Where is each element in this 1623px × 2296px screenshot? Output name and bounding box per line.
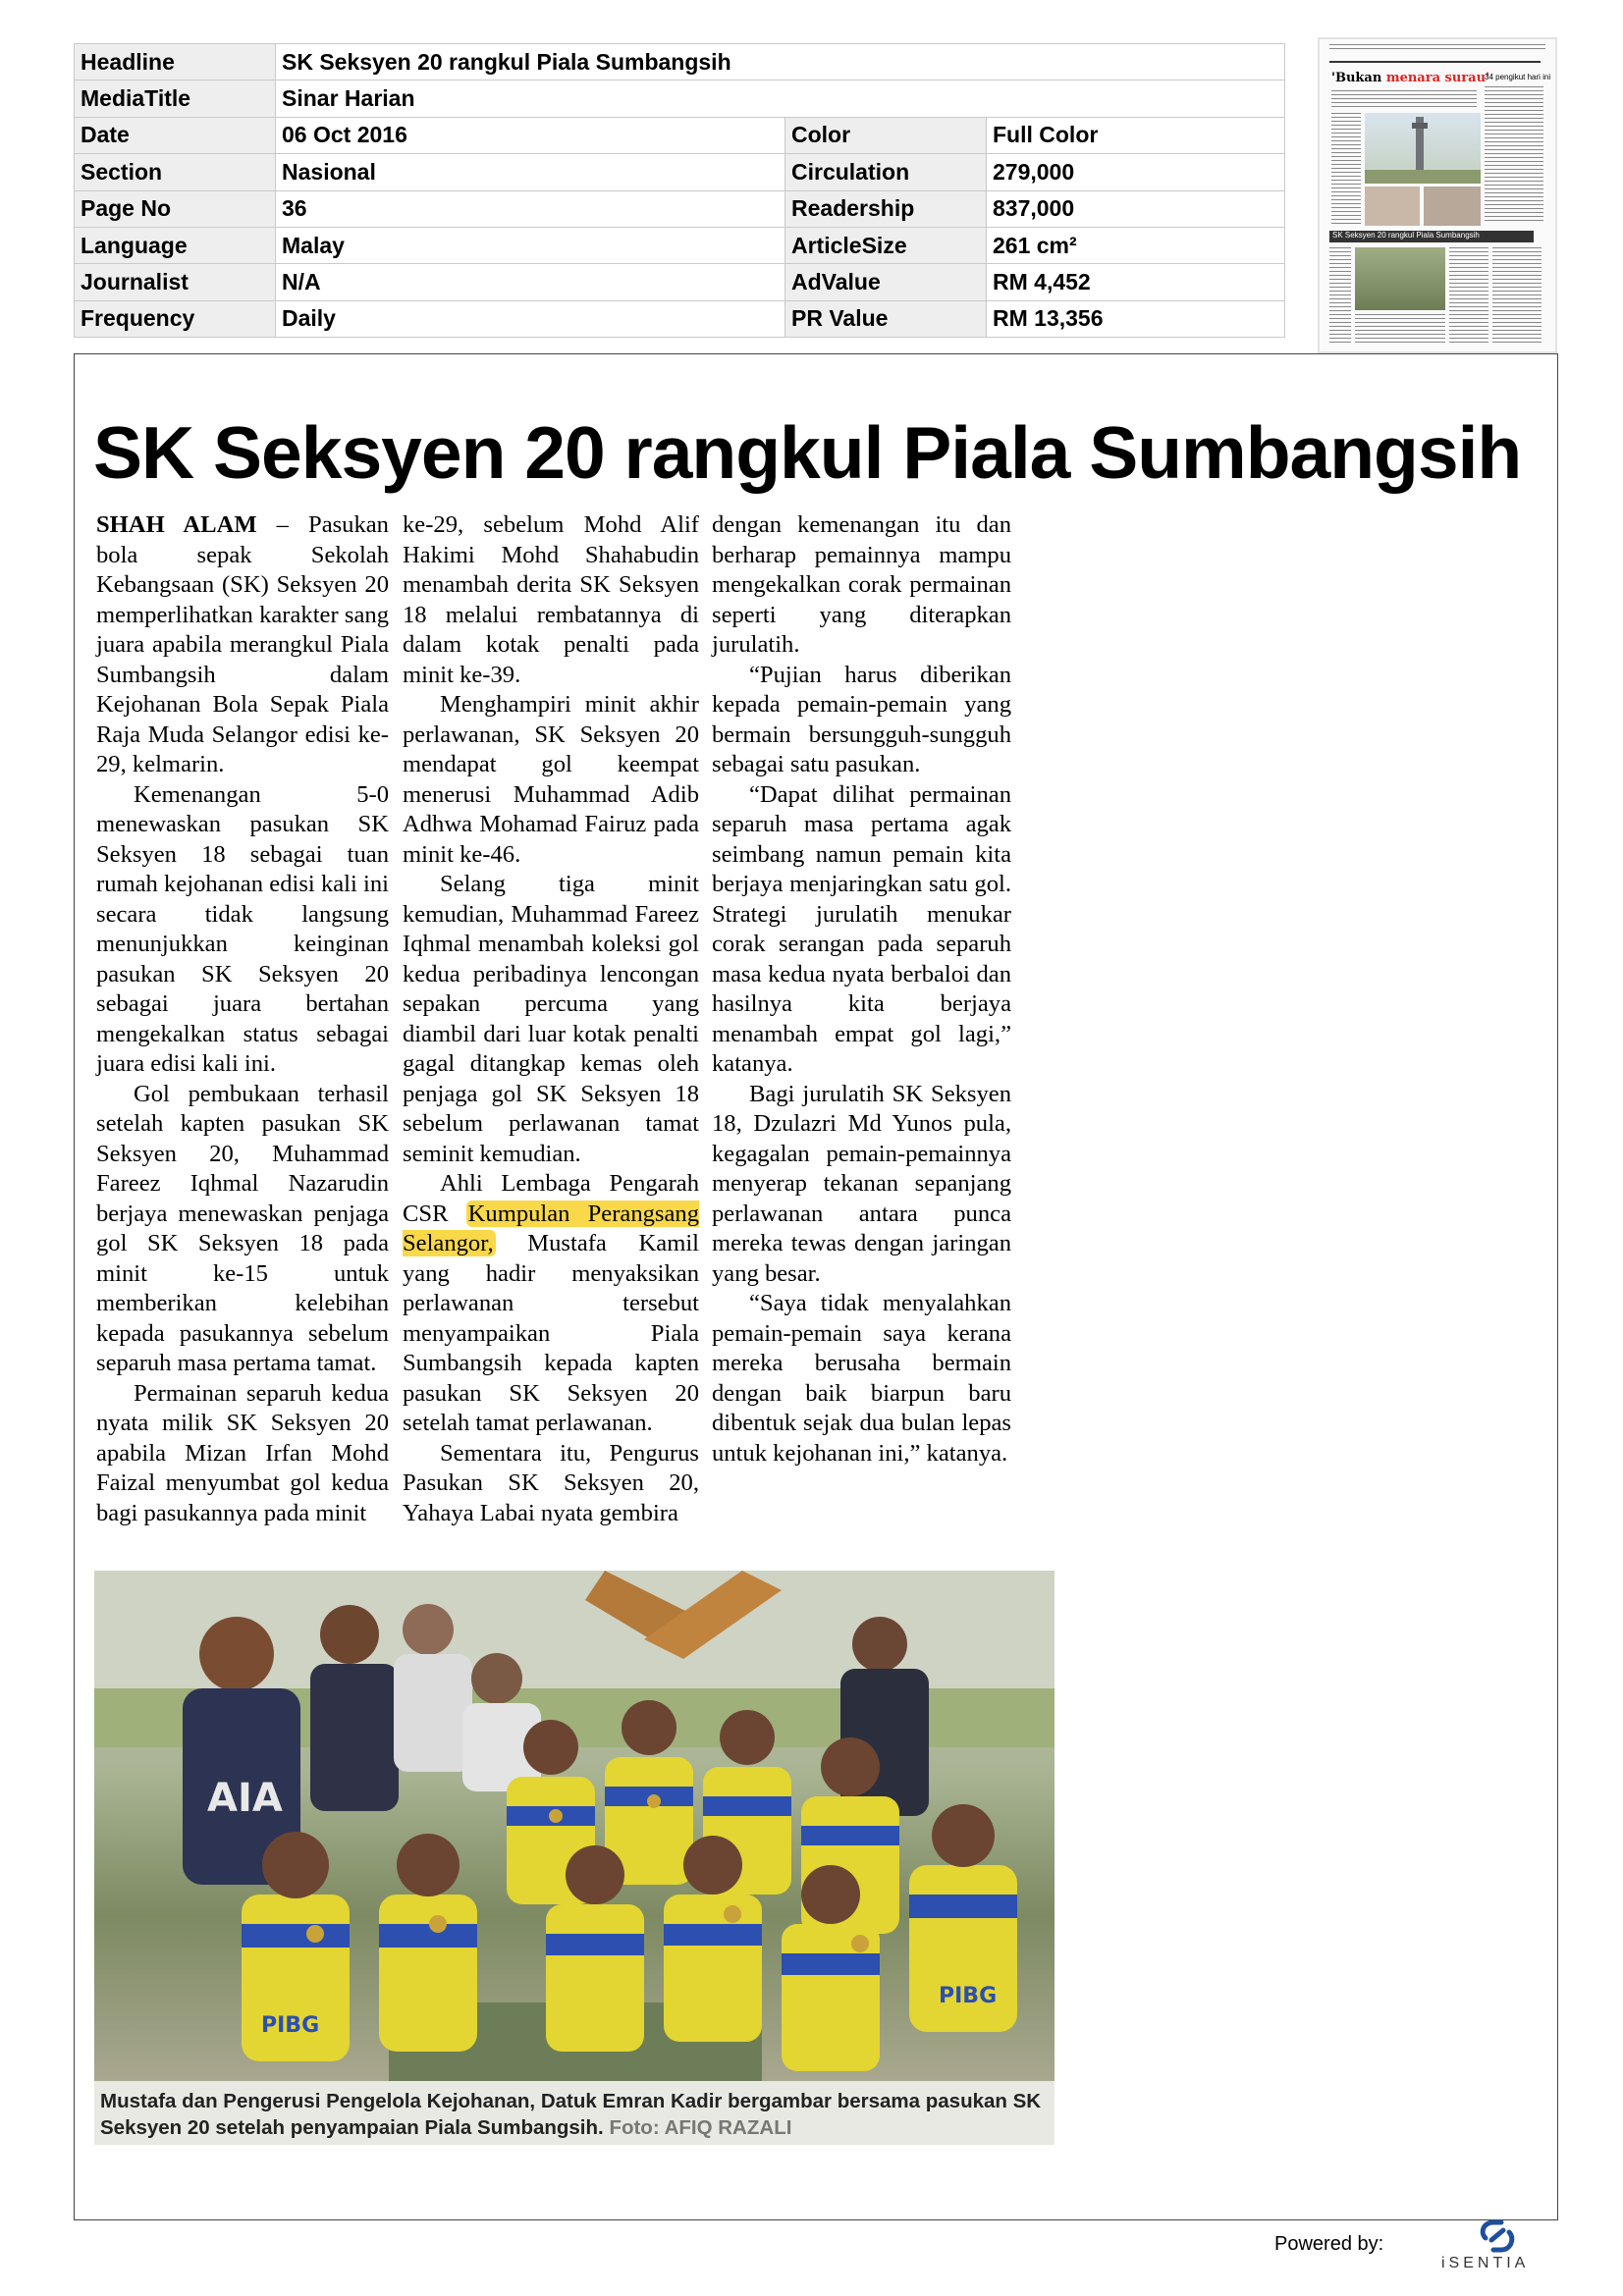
- readership-label: Readership: [785, 190, 987, 227]
- meta-row-journalist: [75, 264, 1285, 300]
- language-label: Language: [75, 227, 276, 263]
- circulation-label: Circulation: [785, 154, 987, 190]
- media-title-label: MediaTitle: [75, 80, 276, 117]
- photo-caption: Mustafa dan Pengerusi Pengelola Kejohanan, Datuk Emran Kadir bergambar bersama pasukan SK Seksyen 20 setelah penyampaian Piala Sumbangsih. Foto: AFIQ RAZALI: [100, 2090, 1042, 2139]
- readership-value: 837,000: [987, 190, 1285, 227]
- isentia-wordmark: iSENTIA: [1441, 2255, 1530, 2271]
- thumb-side-headline: 34 pengikut hari ini: [1485, 73, 1551, 81]
- highlighted-mention: Kumpulan Perangsang Selangor,: [403, 1200, 699, 1256]
- article-size-label: ArticleSize: [785, 227, 987, 263]
- thumb-article-col-3: [1449, 247, 1488, 346]
- svg-text:PIBG: PIBG: [939, 1984, 998, 2008]
- team-photo: [94, 1571, 1055, 2145]
- date-label: Date: [75, 117, 276, 153]
- thumb-tower-image: [1365, 113, 1481, 184]
- frequency-label: Frequency: [75, 300, 276, 337]
- color-label: Color: [785, 117, 987, 153]
- journalist-value: N/A: [276, 264, 785, 300]
- svg-text:PIBG: PIBG: [261, 2013, 320, 2038]
- thumb-col-text: [1331, 113, 1361, 226]
- thumb-side-text: [1485, 86, 1543, 224]
- thumb-masthead: [1329, 44, 1545, 52]
- section-value: Nasional: [276, 154, 785, 190]
- paragraph: “Saya tidak menyalahkan pemain-pemain saya kerana mereka berusaha bermain dengan baik biarpun baru dibentuk sejak dua bulan lepas untuk kejohanan ini,” katanya.: [712, 1290, 1011, 1467]
- isentia-logo-icon[interactable]: [1478, 2218, 1517, 2254]
- language-value: Malay: [276, 227, 785, 263]
- meta-row-section: [75, 154, 1285, 190]
- meta-row-frequency: [75, 300, 1285, 337]
- team-photo-illustration: [94, 1571, 1055, 2145]
- color-value: Full Color: [987, 117, 1285, 153]
- paragraph: Sementara itu, Pengurus Pasukan SK Seksyen 20, Yahaya Labai nyata gembira: [403, 1439, 699, 1526]
- prvalue-label: PR Value: [785, 300, 987, 337]
- headline-label: Headline: [75, 44, 276, 80]
- paragraph: Kemenangan 5-0 menewaskan pasukan SK Seksyen 18 sebagai tuan rumah kejohanan edisi kali ini secara tidak langsung menunjukkan keinginan pasukan SK Seksyen 20 sebagai juara bertahan mengekalkan status sebagai juara edisi kali ini.: [96, 780, 389, 1077]
- paragraph: Bagi jurulatih SK Seksyen 18, Dzulazri Md Yunos pula, kegagalan pemain-pemainnya menyerap tekanan sepanjang perlawanan antara punca mereka tewas dengan jaringan yang besar.: [712, 1080, 1011, 1287]
- thumb-photo-1: [1365, 187, 1420, 226]
- headline-value: SK Seksyen 20 rangkul Piala Sumbangsih: [276, 44, 1285, 80]
- meta-row-media-title: [75, 80, 1285, 117]
- thumb-article-col-4: [1492, 247, 1542, 346]
- thumb-article-col-2: [1355, 314, 1445, 346]
- svg-text:AIA: AIA: [207, 1776, 283, 1821]
- article-column-3: [712, 510, 1011, 1468]
- paragraph: Ahli Lembaga Pengarah CSR Kumpulan Perangsang Selangor, Mustafa Kamil yang hadir menyaksikan perlawanan tersebut menyampaikan Piala Sumbangsih kepada kapten pasukan SK Seksyen 20 setelah tamat perlawanan.: [403, 1170, 699, 1436]
- thumb-article-col-1: [1329, 247, 1351, 346]
- paragraph: ke-29, sebelum Mohd Alif Hakimi Mohd Shahabudin menambah derita SK Seksyen 18 melalui rembatannya di dalam kotak penalti pada minit ke-39.: [403, 511, 699, 688]
- photo-credit: Foto: AFIQ RAZALI: [609, 2116, 792, 2139]
- circulation-value: 279,000: [987, 154, 1285, 190]
- paragraph: Permainan separuh kedua nyata milik SK Seksyen 20 apabila Mizan Irfan Mohd Faizal menyumbat gol kedua bagi pasukannya pada minit: [96, 1379, 389, 1526]
- paragraph: Gol pembukaan terhasil setelah kapten pasukan SK Seksyen 20, Muhammad Fareez Iqhmal Nazarudin berjaya menewaskan penjaga gol SK Seksyen 18 pada minit ke-15 untuk memberikan kelebihan kepada pasukannya sebelum separuh masa pertama tamat.: [96, 1080, 389, 1376]
- thumb-lede: [1331, 90, 1477, 108]
- powered-by-label: Powered by:: [1274, 2233, 1384, 2255]
- paragraph: Menghampiri minit akhir perlawanan, SK Seksyen 20 mendapat gol keempat menerusi Muhammad Adib Adhwa Mohamad Fairuz pada minit ke-46.: [403, 691, 699, 868]
- paragraph: “Dapat dilihat permainan separuh masa pertama agak seimbang namun pemain kita berjaya menjaringkan satu gol. Strategi jurulatih menukar corak serangan pada separuh masa kedua nyata berbaloi dan hasilnya kita berjaya menambah empat gol lagi,” katanya.: [712, 780, 1011, 1077]
- paragraph: dengan kemenangan itu dan berharap pemainnya mampu mengekalkan corak permainan seperti yang diterapkan jurulatih.: [712, 511, 1011, 658]
- article-size-value: 261 cm²: [987, 227, 1285, 263]
- page-no-value: 36: [276, 190, 785, 227]
- paragraph: SHAH ALAM – Pasukan bola sepak Sekolah Kebangsaan (SK) Seksyen 20 memperlihatkan karakter sang juara apabila merangkul Piala Sumbangsih dalam Kejohanan Bola Sepak Piala Raja Muda Selangor edisi ke-29, kelmarin.: [96, 511, 389, 777]
- date-value: 06 Oct 2016: [276, 117, 785, 153]
- thumb-photo-2: [1424, 187, 1481, 226]
- thumb-article-photo: [1355, 247, 1445, 310]
- advalue-value: RM 4,452: [987, 264, 1285, 300]
- paragraph: “Pujian harus diberikan kepada pemain-pemain yang bermain bersungguh-sungguh sebagai satu pasukan.: [712, 661, 1011, 777]
- frequency-value: Daily: [276, 300, 785, 337]
- article-headline: SK Seksyen 20 rangkul Piala Sumbangsih: [93, 411, 1522, 494]
- paragraph: Selang tiga minit kemudian, Muhammad Fareez Iqhmal menambah koleksi gol kedua peribadinya lencongan sepakan percuma yang diambil dari luar kotak penalti gagal ditangkap kemas oleh penjaga gol SK Seksyen 18 sebelum perlawanan tamat seminit kemudian.: [403, 871, 699, 1167]
- section-label: Section: [75, 154, 276, 190]
- article-column-1: [96, 510, 389, 1528]
- meta-row-page-no: [75, 190, 1285, 227]
- advalue-label: AdValue: [785, 264, 987, 300]
- meta-row-language: [75, 227, 1285, 263]
- journalist-label: Journalist: [75, 264, 276, 300]
- dateline: SHAH ALAM: [96, 511, 257, 538]
- meta-row-date: [75, 117, 1285, 153]
- media-title-value: Sinar Harian: [276, 80, 1285, 117]
- page-no-label: Page No: [75, 190, 276, 227]
- thumb-headline: 'Bukan menara surau': [1331, 71, 1490, 85]
- thumb-rule: [1329, 61, 1541, 63]
- metadata-table: [74, 43, 1285, 338]
- page-thumbnail[interactable]: [1318, 37, 1557, 353]
- thumb-tower-icon: [1365, 113, 1481, 184]
- prvalue-value: RM 13,356: [987, 300, 1285, 337]
- thumb-caption-bar: SK Seksyen 20 rangkul Piala Sumbangsih: [1329, 231, 1534, 242]
- article-column-2: [403, 510, 699, 1528]
- meta-row-headline: [75, 44, 1285, 80]
